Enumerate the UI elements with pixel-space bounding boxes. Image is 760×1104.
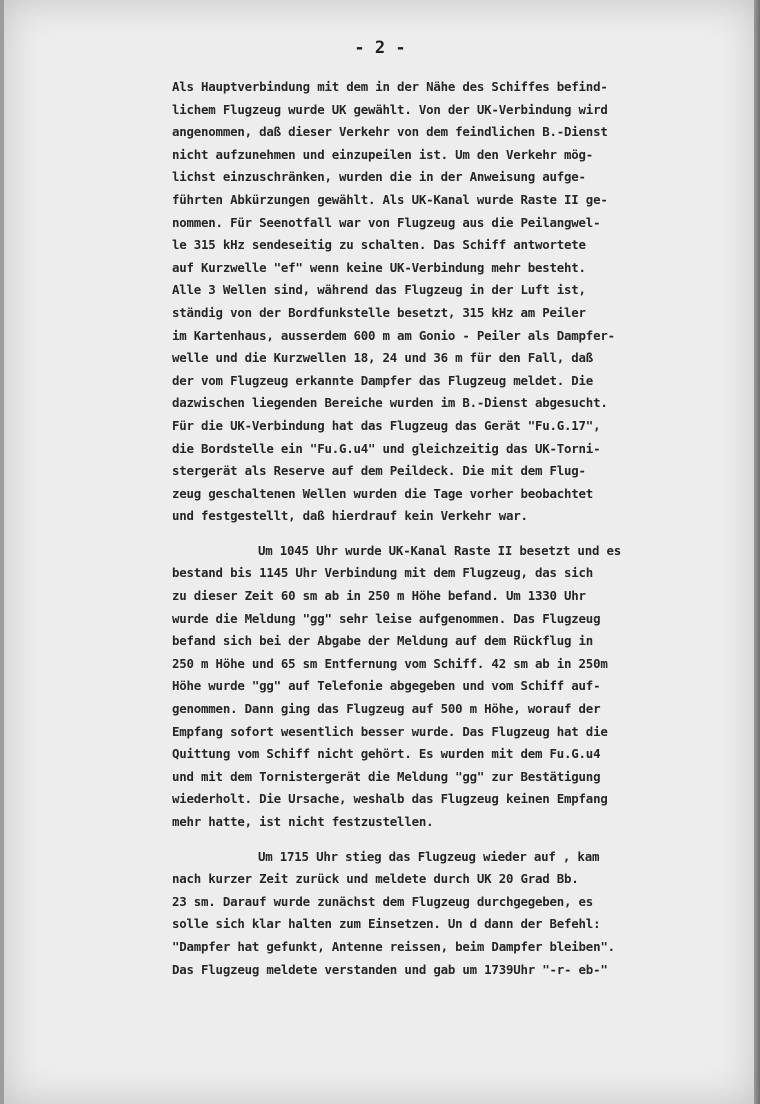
text-line: und festgestellt, daß hierdrauf kein Verkehr war. (172, 508, 528, 524)
text-line: Alle 3 Wellen sind, während das Flugzeug in der Luft ist, (172, 282, 586, 298)
text-line: le 315 kHz sendeseitig zu schalten. Das Schiff antwortete (172, 237, 586, 253)
document-body (172, 76, 760, 993)
text-line: Höhe wurde "gg" auf Telefonie abgegeben und vom Schiff auf- (172, 678, 601, 694)
text-line: lichst einzuschränken, wurden die in der Anweisung aufge- (172, 169, 586, 185)
text-line: der vom Flugzeug erkannte Dampfer das Flugzeug meldet. Die (172, 372, 594, 388)
paragraph-3 (172, 846, 760, 982)
text-line: führten Abkürzungen gewählt. Als UK-Kanal wurde Raste II ge- (172, 191, 608, 207)
text-line: ständig von der Bordfunkstelle besetzt, 315 kHz am Peiler (172, 304, 586, 320)
text-line: wiederholt. Die Ursache, weshalb das Flugzeug keinen Empfang (172, 791, 608, 807)
paragraph-2 (172, 540, 760, 834)
text-line: genommen. Dann ging das Flugzeug auf 500 m Höhe, worauf der (172, 701, 601, 717)
text-line: angenommen, daß dieser Verkehr von dem feindlichen B.-Dienst (172, 124, 608, 140)
text-line: bestand bis 1145 Uhr Verbindung mit dem Flugzeug, das sich (172, 565, 594, 581)
text-line: Empfang sofort wesentlich besser wurde. Das Flugzeug hat die (172, 723, 608, 739)
text-line: dazwischen liegenden Bereiche wurden im B.-Dienst abgesucht. (172, 395, 608, 411)
text-line: auf Kurzwelle "ef" wenn keine UK-Verbindung mehr besteht. (172, 259, 586, 275)
paragraph-1 (172, 76, 760, 528)
text-line: befand sich bei der Abgabe der Meldung auf dem Rückflug in (172, 633, 594, 649)
text-line: 23 sm. Darauf wurde zunächst dem Flugzeug durchgegeben, es (172, 893, 594, 909)
text-line: Als Hauptverbindung mit dem in der Nähe des Schiffes befind- (172, 79, 608, 94)
text-line: nach kurzer Zeit zurück und meldete durch UK 20 Grad Bb. (172, 871, 579, 887)
text-line: Um 1045 Uhr wurde UK-Kanal Raste II besetzt und es (258, 542, 621, 558)
scan-left-edge (0, 0, 4, 1104)
text-line: die Bordstelle ein "Fu.G.u4" und gleichzeitig das UK-Torni- (172, 440, 601, 456)
text-line: Quittung vom Schiff nicht gehört. Es wurden mit dem Fu.G.u4 (172, 746, 601, 762)
text-line: nommen. Für Seenotfall war von Flugzeug aus die Peilangwel- (172, 214, 601, 230)
text-line: stergerät als Reserve auf dem Peildeck. Die mit dem Flug- (172, 463, 586, 479)
page-number: - 2 - (354, 38, 406, 58)
text-line: nicht aufzunehmen und einzupeilen ist. Um den Verkehr mög- (172, 146, 594, 162)
text-line: und mit dem Tornistergerät die Meldung "gg" zur Bestätigung (172, 768, 601, 784)
text-line: Um 1715 Uhr stieg das Flugzeug wieder auf , kam (258, 848, 600, 864)
text-line: Für die UK-Verbindung hat das Flugzeug das Gerät "Fu.G.17", (172, 417, 601, 433)
text-line: zeug geschaltenen Wellen wurden die Tage vorher beobachtet (172, 485, 594, 501)
text-line: im Kartenhaus, ausserdem 600 m am Gonio - Peiler als Dampfer- (172, 327, 615, 343)
text-line: mehr hatte, ist nicht festzustellen. (172, 814, 434, 829)
text-line: 250 m Höhe und 65 sm Entfernung vom Schiff. 42 sm ab in 250m (172, 655, 608, 671)
text-line: "Dampfer hat gefunkt, Antenne reissen, beim Dampfer bleiben". (172, 938, 615, 954)
text-line: Das Flugzeug meldete verstanden und gab um 1739Uhr "-r- eb-" (172, 961, 608, 977)
text-line: solle sich klar halten zum Einsetzen. Un d dann der Befehl: (172, 916, 601, 932)
text-line: zu dieser Zeit 60 sm ab in 250 m Höhe befand. Um 1330 Uhr (172, 588, 586, 604)
text-line: wurde die Meldung "gg" sehr leise aufgenommen. Das Flugzeug (172, 610, 601, 626)
text-line: lichem Flugzeug wurde UK gewählt. Von der UK-Verbindung wird (172, 101, 608, 117)
text-line: welle und die Kurzwellen 18, 24 und 36 m für den Fall, daß (172, 350, 594, 366)
